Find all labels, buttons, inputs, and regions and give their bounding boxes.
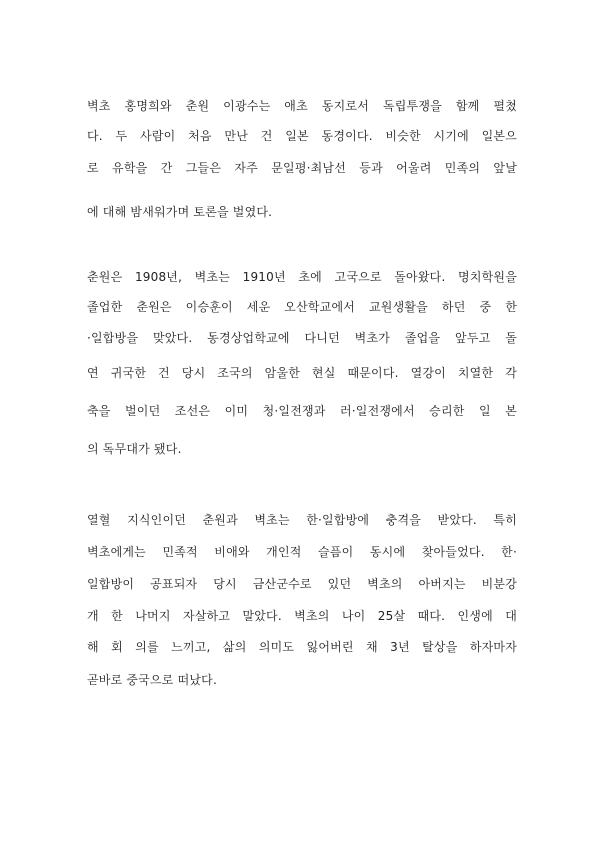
text-line: 열혈 지식인이던 춘원과 벽초는 한·일합방에 충격을 받았다. 특히 (87, 513, 517, 527)
text-line: 개 한 나머지 자살하고 말았다. 벽초의 나이 25살 때다. 인생에 대 (87, 609, 517, 623)
text-line: 로 유학을 간 그들은 자주 문일평·최남선 등과 어울려 민족의 앞날 (87, 161, 517, 175)
text-line: 졸업한 춘원은 이승훈이 세운 오산학교에서 교원생활을 하던 중 한 (87, 300, 517, 314)
text-line: 다. 두 사람이 처음 만난 건 일본 동경이다. 비슷한 시기에 일본으 (87, 129, 517, 143)
text-line: 해 회 의를 느끼고, 삶의 의미도 잃어버린 채 3년 탈상을 하자마자 (87, 640, 517, 654)
text-line: 축을 벌이던 조선은 이미 청·일전쟁과 러·일전쟁에서 승리한 일 본 (87, 404, 517, 418)
text-line: 벽초에게는 민족적 비애와 개인적 슬픔이 동시에 찾아들었다. 한· (87, 545, 517, 559)
text-line: 벽초 홍명희와 춘원 이광수는 애초 동지로서 독립투쟁을 함께 펼쳤 (87, 99, 517, 113)
text-line: 춘원은 1908년, 벽초는 1910년 초에 고국으로 돌아왔다. 명치학원을 (87, 270, 517, 284)
text-line: 에 대해 밤새워가며 토론을 벌였다. (87, 205, 273, 219)
text-line: 의 독무대가 됐다. (87, 442, 182, 456)
text-line: 곧바로 중국으로 떠났다. (87, 673, 217, 687)
text-line: ·일합방을 맞았다. 동경상업학교에 다니던 벽초가 졸업을 앞두고 돌 (87, 331, 517, 345)
text-line: 연 귀국한 건 당시 조국의 암울한 현실 때문이다. 열강이 치열한 각 (87, 366, 517, 380)
text-line: 일합방이 공표되자 당시 금산군수로 있던 벽초의 아버지는 비분강 (87, 577, 517, 591)
